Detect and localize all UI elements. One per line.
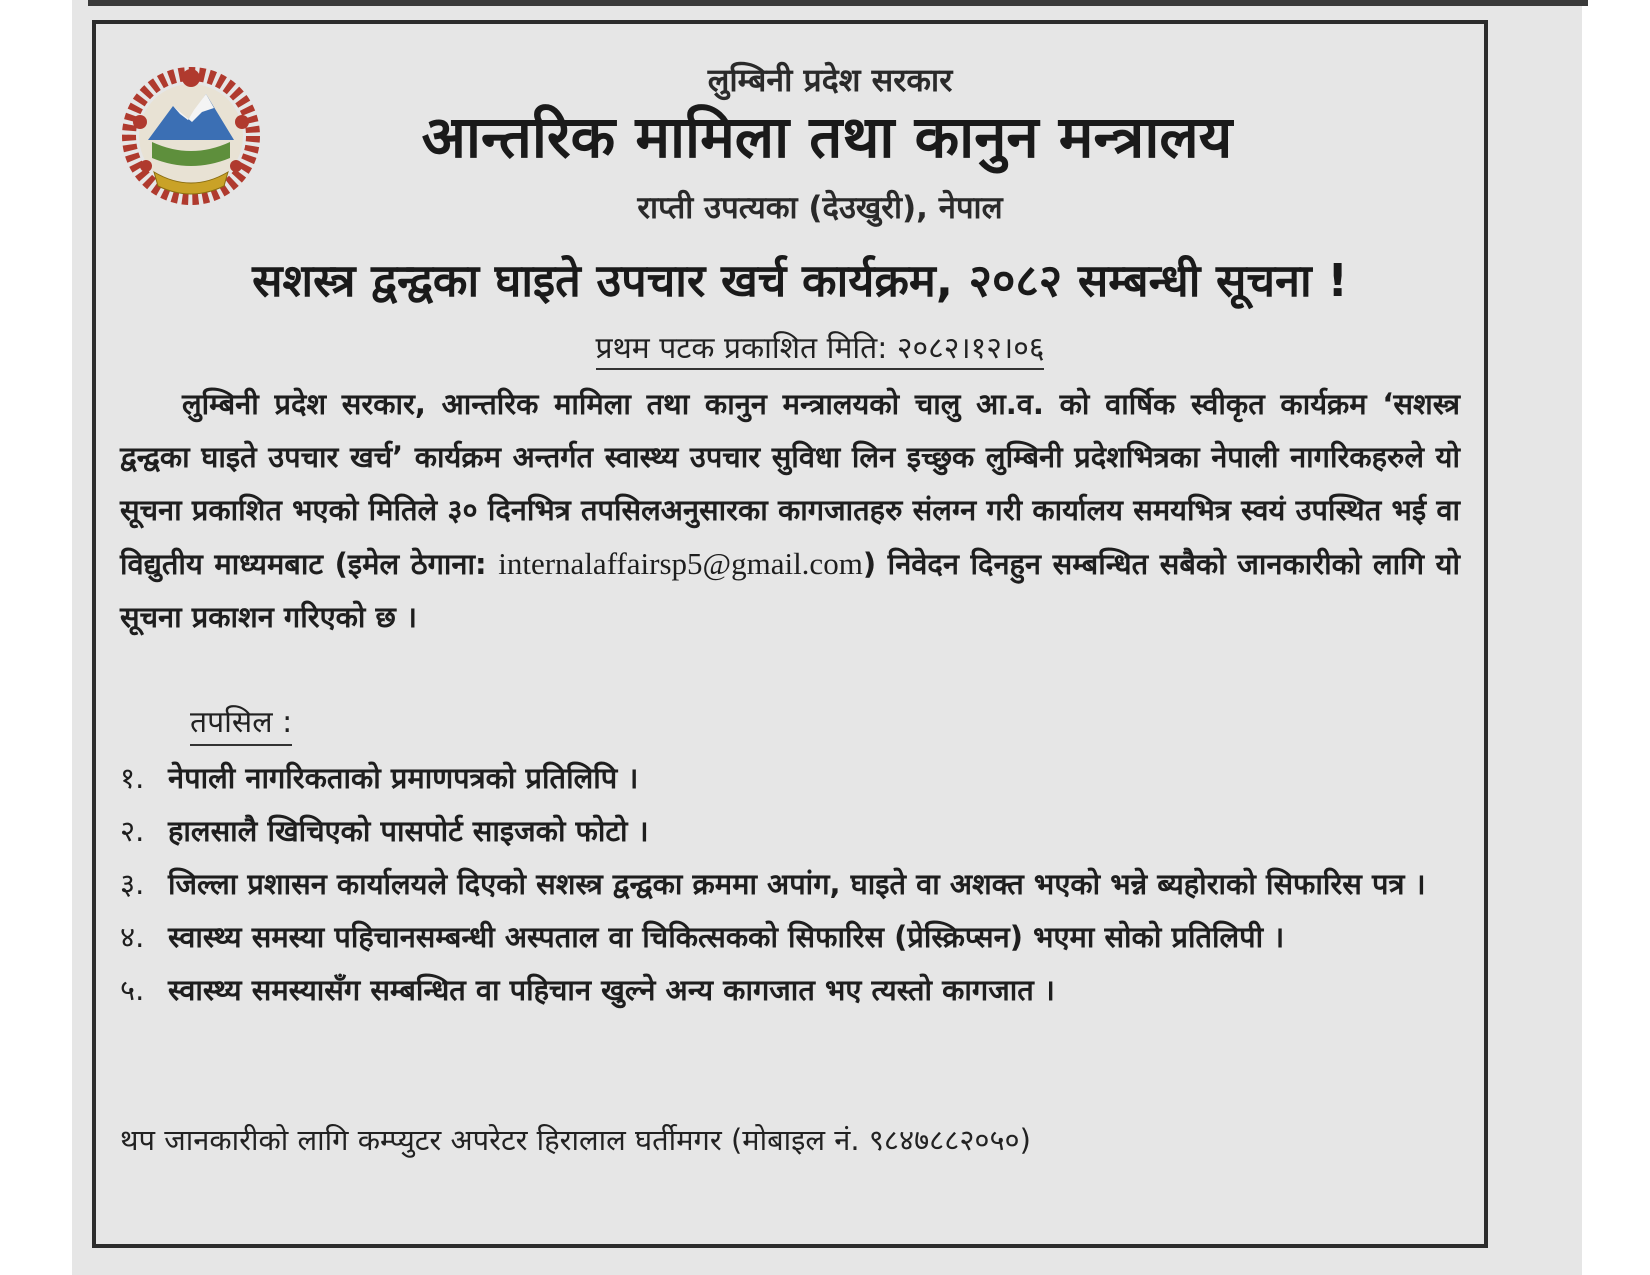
details-heading-text: तपसिल : [190,705,292,746]
list-item-number: २. [120,814,145,848]
government-name: लुम्बिनी प्रदेश सरकार [707,61,953,99]
nepal-government-emblem-icon [118,62,264,208]
body-text-before-email: लुम्बिनी प्रदेश सरकार, आन्तरिक मामिला तथा कानुन मन्त्रालयको चालु आ.व. को वार्षिक स्वीकृत कार्यक्रम ‘सशस्त्र द्वन्द्वका घाइते उपचार खर्च’ कार्यक्रम अन्तर्गत स्वास्थ्य उपचार सुविधा लिन इच्छुक लुम्बिनी प्रदेशभित्रका नेपाली नागरिकहरुले यो सूचना प्रकाशित भएको मितिले ३० दिनभित्र तपसिलअनुसारका कागजातहरु संलग्न गरी कार्यालय समयभित्र स्वयं उपस्थित भई वा विद्युतीय माध्यमबाट (इमेल ठेगाना: [120,387,1460,581]
list-item-number: १. [120,761,145,795]
ministry-name: आन्तरिक मामिला तथा कानुन मन्त्रालय [421,103,1233,171]
requirements-list [120,752,1460,1017]
list-item-number: ५. [120,973,145,1007]
list-item [120,858,1460,911]
list-item-text: स्वास्थ्य समस्या पहिचानसम्बन्धी अस्पताल वा चिकित्सकको सिफारिस (प्रेस्क्रिप्सन) भएमा सोको प्रतिलिपी । [168,920,1285,954]
office-location: राप्ती उपत्यका (देउखुरी), नेपाल [637,190,1003,226]
email-address: internalaffairsp5@gmail.com [498,546,863,581]
list-item-number: ३. [120,867,145,901]
list-item [120,964,1460,1017]
list-item-text: हालसालै खिचिएको पासपोर्ट साइजको फोटो । [168,814,649,848]
list-item-text: नेपाली नागरिकताको प्रमाणपत्रको प्रतिलिपि । [168,761,639,795]
list-item-number: ४. [120,920,145,954]
details-heading [190,700,292,741]
list-item [120,752,1460,805]
list-item [120,911,1460,964]
contact-info: थप जानकारीको लागि कम्प्युटर अपरेटर हिरालाल घर्तीमगर (मोबाइल नं. ९८४७८८२०५०) [120,1123,1031,1157]
notice-title: सशस्त्र द्वन्द्वका घाइते उपचार खर्च कार्यक्रम, २०८२ सम्बन्धी सूचना ! [252,254,1348,307]
list-item-text: स्वास्थ्य समस्यासँग सम्बन्धित वा पहिचान खुल्ने अन्य कागजात भए त्यस्तो कागजात । [168,973,1055,1007]
notice-body [120,378,1460,644]
body-text-after-email: ) निवेदन दिनहुन सम्बन्धित सबैको जानकारीको लागि यो सूचना प्रकाशन गरिएको छ । [120,547,1460,634]
publication-date [460,326,1180,367]
publication-date-text: प्रथम पटक प्रकाशित मिति: २०८२।१२।०६ [596,331,1045,370]
list-item [120,805,1460,858]
top-divider [88,0,1588,6]
list-item-text: जिल्ला प्रशासन कार्यालयले दिएको सशस्त्र द्वन्द्वका क्रममा अपांग, घाइते वा अशक्त भएको भन्ने ब्यहोराको सिफारिस पत्र । [168,867,1426,901]
